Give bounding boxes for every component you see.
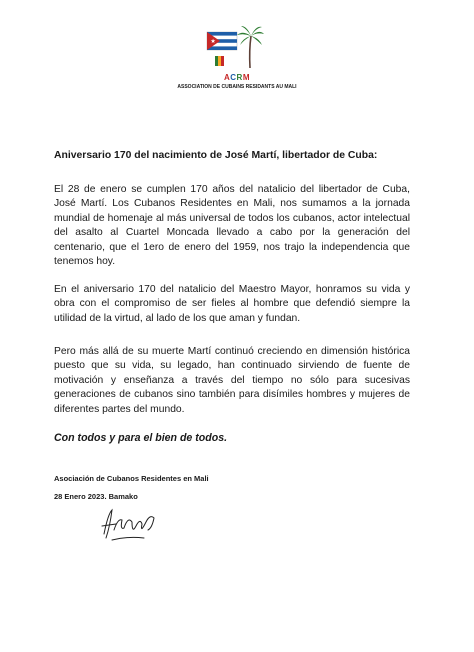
palm-tree-icon <box>237 26 264 68</box>
org-acronym <box>0 73 474 82</box>
acronym-letter: R <box>236 73 243 82</box>
closing-line: Con todos y para el bien de todos. <box>54 432 228 444</box>
cuban-flag-icon <box>207 32 237 50</box>
cuban-flag-palm-logo <box>205 24 265 70</box>
body-paragraph: El 28 de enero se cumplen 170 años del natalicio del libertador de Cuba, José Martí. Los Cubanos Residentes en Mali, nos sumamos a la jornada mundial de homenaje al más universal de todos los cubanos, actor intelectual del asalto al Cuartel Moncada llevado a cabo por la generación del centenario, que el 1ero de enero del 1959, nos trajo la independencia que tenemos hoy. <box>54 184 410 268</box>
handwritten-signature <box>98 500 164 544</box>
acronym-letter: M <box>242 73 250 82</box>
acronym-letter: A <box>223 73 231 82</box>
date-place: 28 Enero 2023. Bamako <box>54 492 138 501</box>
tricolor-emblem-icon <box>215 56 224 66</box>
letter-heading: Aniversario 170 del nacimiento de José Martí, libertador de Cuba: <box>54 150 378 161</box>
org-name: ASSOCIATION DE CUBAINS RESIDANTS AU MALI <box>177 84 297 90</box>
acronym-letter: C <box>230 73 237 82</box>
signatory-name: Asociación de Cubanos Residentes en Mali <box>54 474 209 483</box>
svg-text:★: ★ <box>210 38 216 46</box>
body-paragraph: Pero más allá de su muerte Martí continuó creciendo en dimensión histórica puesto que su vida, su legado, han continuado sirviendo de fuente de motivación y enseñanza a través del tiempo no sólo para sucesivas generaciones de cubanos sino también para disímiles hombres y mujeres de diferentes partes del mundo. <box>54 346 410 415</box>
body-paragraph: En el aniversario 170 del natalicio del Maestro Mayor, honramos su vida y obra con el compromiso de ser fieles al hombre que defendió siempre la utilidad de la virtud, al lado de los que aman y fundan. <box>54 284 410 324</box>
